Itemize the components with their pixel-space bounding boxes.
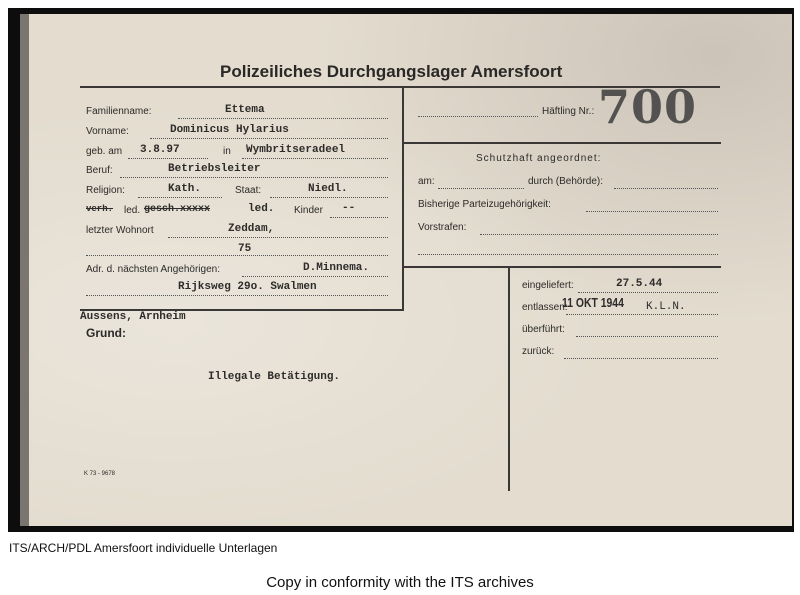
value-angehoerige-name: D.Minnema.	[303, 262, 370, 274]
dots	[168, 237, 388, 238]
dots	[418, 116, 538, 117]
value-wohnort-nr: 75	[238, 243, 252, 255]
struck-verh: verh.	[86, 204, 114, 214]
value-kinder: --	[342, 202, 356, 214]
label-schutzhaft: Schutzhaft angeordnet:	[476, 153, 602, 164]
label-staat: Staat:	[235, 185, 262, 196]
value-beruf: Betriebsleiter	[168, 163, 261, 175]
prisoner-card	[20, 14, 792, 526]
label-eingeliefert: eingeliefert:	[522, 280, 574, 291]
label-partei: Bisherige Parteizugehörigkeit:	[418, 199, 551, 210]
label-zurueck: zurück:	[522, 346, 555, 357]
left-box-right-rule	[402, 86, 404, 310]
dots	[480, 234, 718, 235]
value-wohnort: Zeddam,	[228, 223, 275, 235]
label-religion: Religion:	[86, 185, 125, 196]
dots	[150, 138, 388, 139]
label-entlassen: entlassen:	[522, 302, 568, 313]
dots	[242, 158, 388, 159]
dots	[86, 295, 388, 296]
haeftling-number: 700	[598, 80, 698, 134]
label-familienname: Familienname:	[86, 106, 152, 117]
value-led: led.	[248, 203, 275, 215]
label-in: in	[223, 146, 231, 157]
dots	[178, 118, 388, 119]
value-grund: Illegale Betätigung.	[208, 371, 341, 383]
dots	[120, 177, 388, 178]
entlassen-date-stamp: 11 OKT 1944	[562, 295, 624, 310]
dots	[578, 292, 718, 293]
dots	[86, 255, 388, 256]
label-letzter-wohnort: letzter Wohnort	[86, 225, 154, 236]
value-religion: Kath.	[168, 183, 202, 195]
right-rule-1	[403, 142, 721, 144]
label-ueberfuehrt: überführt:	[522, 324, 565, 335]
dots	[128, 158, 208, 159]
dots	[576, 336, 718, 337]
label-kinder: Kinder	[294, 205, 323, 216]
value-entlassen-note: K.L.N.	[646, 301, 686, 313]
conformity-caption: Copy in conformity with the ITS archives	[266, 574, 534, 591]
form-code: K 73 - 9678	[84, 471, 116, 477]
dots	[270, 197, 388, 198]
value-vorname: Dominicus Hylarius	[170, 124, 289, 136]
dots	[586, 211, 718, 212]
label-geb-am: geb. am	[86, 146, 123, 157]
value-angehoerige-adr: Rijksweg 29o. Swalmen	[178, 281, 317, 293]
right-column-rule	[508, 267, 510, 491]
dots	[438, 188, 524, 189]
dots	[566, 314, 718, 315]
label-vorname: Vorname:	[86, 126, 129, 137]
value-aussens: Aussens, Arnheim	[80, 311, 186, 323]
label-durch: durch (Behörde):	[528, 176, 604, 187]
value-familienname: Ettema	[225, 104, 265, 116]
dots	[564, 358, 718, 359]
card-title: Polizeiliches Durchgangslager Amersfoort	[220, 62, 563, 81]
card-edge	[20, 14, 29, 526]
value-staat: Niedl.	[308, 183, 348, 195]
document-scan-frame	[8, 8, 794, 532]
dots	[242, 276, 388, 277]
label-am: am:	[418, 176, 435, 187]
label-grund: Grund:	[86, 326, 126, 340]
archive-caption: ITS/ARCH/PDL Amersfoort individuelle Unterlagen	[9, 541, 278, 555]
dots	[138, 197, 222, 198]
label-beruf: Beruf:	[86, 165, 113, 176]
struck-gesch: gesch.xxxxx	[144, 204, 211, 215]
dots	[418, 254, 718, 255]
value-eingeliefert: 27.5.44	[616, 278, 663, 290]
dots	[330, 217, 388, 218]
value-geb-datum: 3.8.97	[140, 144, 180, 156]
label-led: led.	[124, 205, 141, 216]
label-vorstrafen: Vorstrafen:	[418, 222, 467, 233]
dots	[614, 188, 718, 189]
label-angehoerige: Adr. d. nächsten Angehörigen:	[86, 264, 220, 275]
value-geb-ort: Wymbritseradeel	[246, 144, 346, 156]
label-haeftling: Häftling Nr.:	[542, 106, 595, 117]
right-rule-2	[403, 266, 721, 268]
